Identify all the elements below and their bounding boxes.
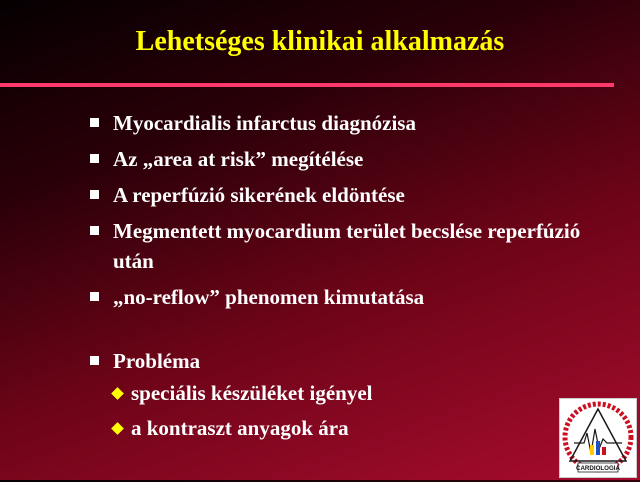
- bullet-text: Myocardialis infarctus diagnózisa: [113, 111, 416, 135]
- square-bullet-icon: [90, 292, 99, 301]
- title-divider: [0, 83, 614, 87]
- square-bullet-icon: [90, 356, 99, 365]
- bullet-text: „no-reflow” phenomen kimutatása: [113, 285, 425, 309]
- sub-bullet-item: [109, 413, 551, 443]
- bullet-list: [88, 108, 593, 449]
- sub-bullet-item: [109, 378, 551, 408]
- bullet-item: [88, 108, 593, 138]
- bullet-item: [88, 216, 593, 276]
- problem-item: [88, 346, 593, 443]
- problem-sublist: [109, 378, 593, 443]
- bullet-text: A reperfúzió sikerének eldöntése: [113, 183, 405, 207]
- diamond-bullet-icon: [111, 422, 124, 435]
- square-bullet-icon: [90, 190, 99, 199]
- sub-bullet-text: a kontraszt anyagok ára: [131, 416, 349, 440]
- problem-label: Probléma: [113, 349, 201, 373]
- slide-title: Lehetséges klinikai alkalmazás: [135, 26, 505, 57]
- diamond-bullet-icon: [111, 387, 124, 400]
- cardiology-logo: [559, 398, 637, 478]
- square-bullet-icon: [90, 118, 99, 127]
- bullet-text: Az „area at risk” megítélése: [113, 147, 364, 171]
- logo-text: CARDIOLOGIA: [576, 465, 620, 472]
- square-bullet-icon: [90, 226, 99, 235]
- sub-bullet-text: speciális készüléket igényel: [131, 381, 373, 405]
- bullet-item: [88, 144, 593, 174]
- bullet-item: [88, 282, 593, 312]
- bullet-text: Megmentett myocardium terület becslése reperfúzió után: [113, 219, 581, 273]
- cardiology-society-logo-icon: [560, 399, 636, 477]
- bullet-item: [88, 180, 593, 210]
- square-bullet-icon: [90, 154, 99, 163]
